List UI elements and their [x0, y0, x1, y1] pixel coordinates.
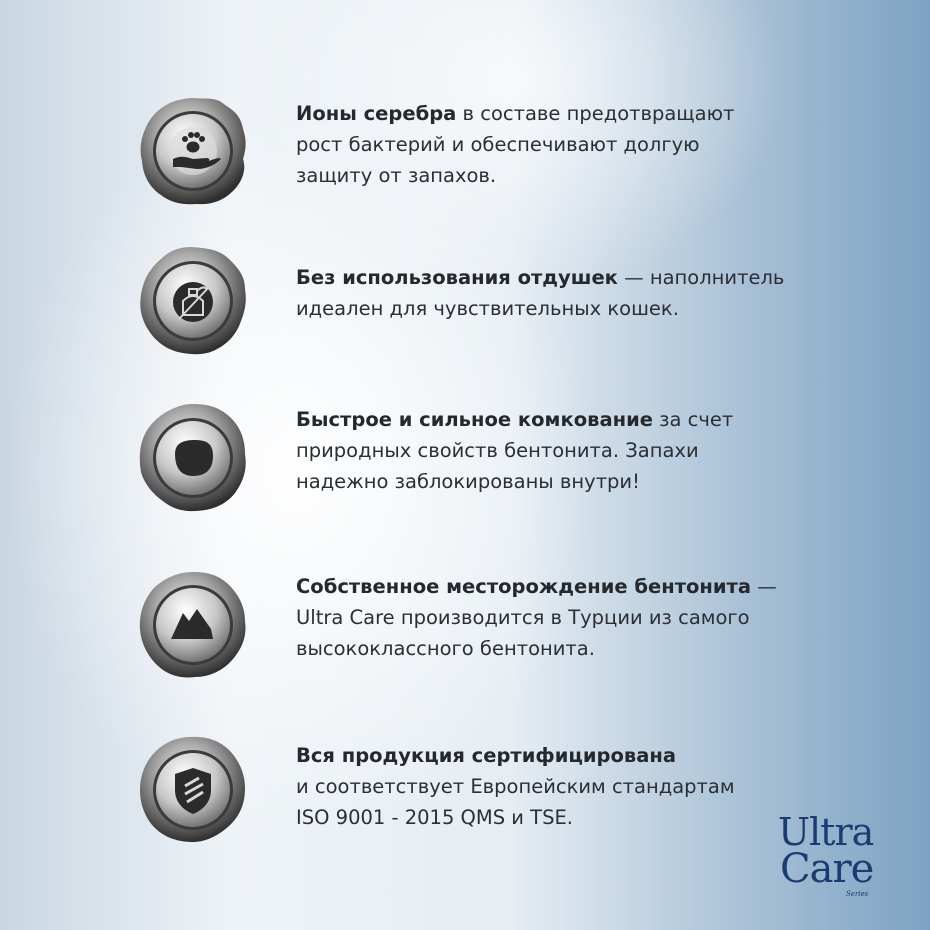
feature-row-1 — [0, 88, 930, 238]
shield-icon — [137, 734, 249, 846]
ultra-care-logo — [772, 806, 882, 906]
feature-text-3 — [296, 404, 896, 497]
feature-row-3 — [0, 398, 930, 548]
paw-in-hand-icon — [137, 95, 249, 207]
feature-row-2 — [0, 240, 930, 390]
feature-description: в составе предотвращают рост бактерий и обеспечивают долгую защиту от запахов. — [296, 102, 735, 187]
feature-description: за счет природных свойств бентонита. Запахи надежно заблокированы внутри! — [296, 408, 734, 493]
feature-title: Собственное месторождение бентонита — [296, 575, 752, 598]
feature-title: Вся продукция сертифицирована — [296, 744, 677, 767]
no-perfume-icon — [137, 245, 249, 357]
feature-title: Без использования отдушек — [296, 266, 618, 289]
logo-line-3: Series — [846, 890, 869, 898]
feature-description: — наполнитель идеален для чувствительных кошек. — [296, 266, 785, 320]
mountain-icon — [137, 569, 249, 681]
feature-text-2 — [296, 262, 896, 324]
feature-title: Ионы серебра — [296, 102, 457, 125]
logo-line-2: Care — [780, 846, 874, 892]
clump-icon — [137, 402, 249, 514]
logo-line-1: Ultra — [778, 810, 874, 854]
feature-description: и соответствует Европейским стандартам ISO 9001 - 2015 QMS и TSE. — [296, 775, 735, 829]
feature-description: — Ultra Care производится в Турции из самого высококлассного бентонита. — [296, 575, 777, 660]
feature-text-4 — [296, 571, 896, 664]
feature-title: Быстрое и сильное комкование — [296, 408, 653, 431]
feature-text-1 — [296, 98, 896, 191]
feature-row-4 — [0, 565, 930, 715]
